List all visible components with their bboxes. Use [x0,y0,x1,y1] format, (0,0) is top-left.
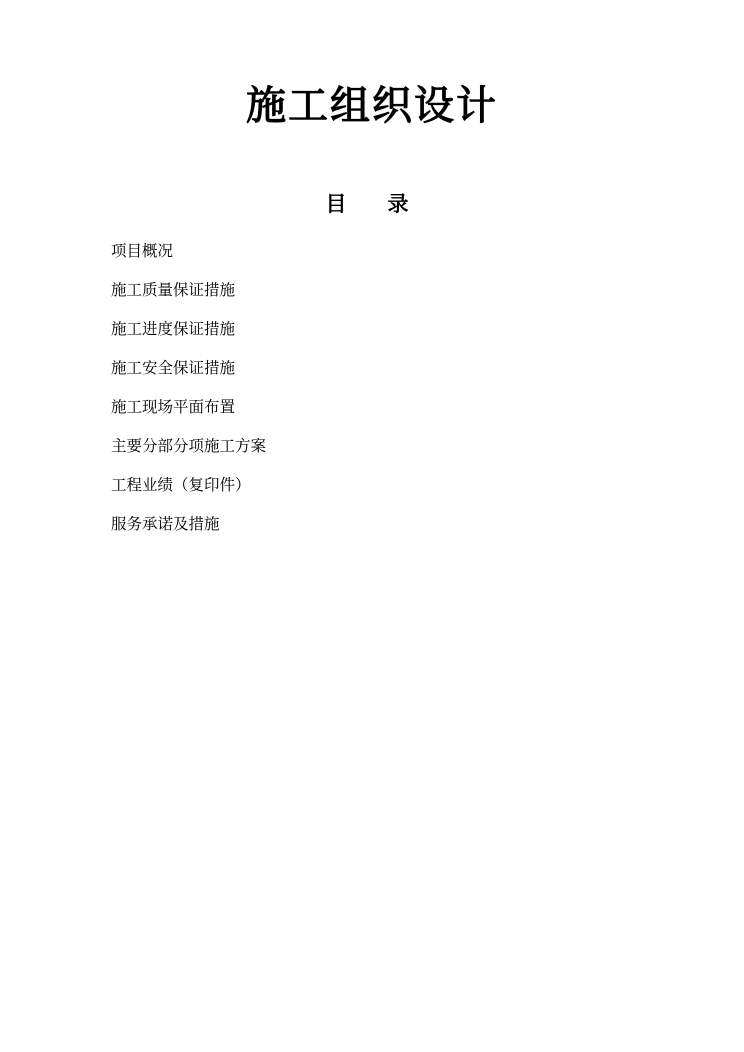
toc-entry-project-overview[interactable]: 项目概况 [111,242,174,260]
toc-entry-main-construction-plan[interactable]: 主要分部分项施工方案 [111,437,267,455]
toc-entry-quality-assurance[interactable]: 施工质量保证措施 [111,281,236,299]
toc-entry-safety-assurance[interactable]: 施工安全保证措施 [111,359,236,377]
document-title: 施工组织设计 [246,83,498,129]
toc-entry-service-commitment[interactable]: 服务承诺及措施 [111,515,220,533]
toc-entry-schedule-assurance[interactable]: 施工进度保证措施 [111,320,236,338]
table-of-contents-list [111,232,631,544]
toc-entry-site-layout[interactable]: 施工现场平面布置 [111,398,236,416]
toc-entry-project-performance[interactable]: 工程业绩（复印件） [111,476,251,494]
table-of-contents-heading: 目 录 [325,192,419,216]
